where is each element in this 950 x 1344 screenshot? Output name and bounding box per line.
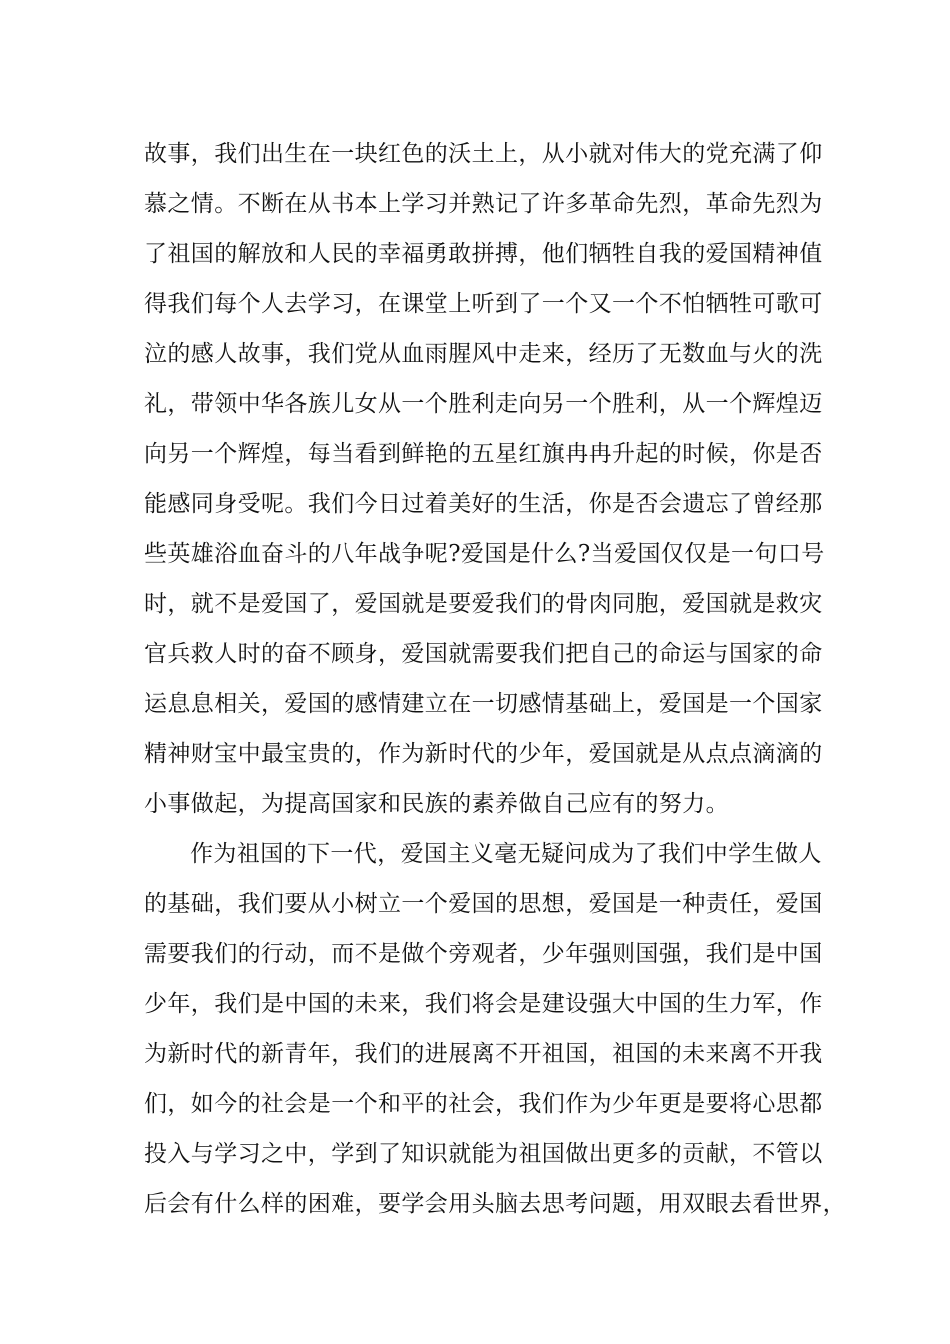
body-text	[144, 129, 846, 1229]
text-line: 泣的感人故事，我们党从血雨腥风中走来，经历了无数血与火的洗	[144, 341, 823, 367]
text-line: 向另一个辉煌，每当看到鲜艳的五星红旗冉冉升起的时候，你是否	[144, 441, 823, 467]
text-line: 们，如今的社会是一个和平的社会，我们作为少年更是要将心思都	[144, 1091, 823, 1117]
text-line: 官兵救人时的奋不顾身，爱国就需要我们把自己的命运与国家的命	[144, 641, 823, 667]
text-line: 故事，我们出生在一块红色的沃土上，从小就对伟大的党充满了仰	[144, 141, 823, 167]
text-line: 了祖国的解放和人民的幸福勇敢拼搏，他们牺牲自我的爱国精神值	[144, 241, 823, 267]
text-line: 的基础，我们要从小树立一个爱国的思想，爱国是一种责任，爱国	[144, 891, 823, 917]
text-line: 小事做起，为提高国家和民族的素养做自己应有的努力。	[144, 791, 729, 817]
text-line: 后会有什么样的困难，要学会用头脑去思考问题，用双眼去看世界，	[144, 1191, 846, 1217]
text-line: 些英雄浴血奋斗的八年战争呢?爱国是什么?当爱国仅仅是一句口号	[144, 541, 825, 567]
text-line: 礼，带领中华各族儿女从一个胜利走向另一个胜利，从一个辉煌迈	[144, 391, 823, 417]
text-line: 精神财宝中最宝贵的，作为新时代的少年，爱国就是从点点滴滴的	[144, 741, 823, 767]
text-line: 需要我们的行动，而不是做个旁观者，少年强则国强，我们是中国	[144, 941, 823, 967]
text-line: 时，就不是爱国了，爱国就是要爱我们的骨肉同胞，爱国就是救灾	[144, 591, 823, 617]
text-line: 能感同身受呢。我们今日过着美好的生活，你是否会遗忘了曾经那	[144, 491, 823, 517]
text-line: 得我们每个人去学习，在课堂上听到了一个又一个不怕牺牲可歌可	[144, 291, 823, 317]
text-line: 运息息相关，爱国的感情建立在一切感情基础上，爱国是一个国家	[144, 691, 823, 717]
paragraph-start-line: 作为祖国的下一代，爱国主义毫无疑问成为了我们中学生做人	[190, 841, 822, 867]
text-line: 为新时代的新青年，我们的进展离不开祖国，祖国的未来离不开我	[144, 1041, 823, 1067]
text-line: 投入与学习之中，学到了知识就能为祖国做出更多的贡献，不管以	[144, 1141, 823, 1167]
text-line: 慕之情。不断在从书本上学习并熟记了许多革命先烈，革命先烈为	[144, 191, 823, 217]
text-line: 少年，我们是中国的未来，我们将会是建设强大中国的生力军，作	[144, 991, 823, 1017]
